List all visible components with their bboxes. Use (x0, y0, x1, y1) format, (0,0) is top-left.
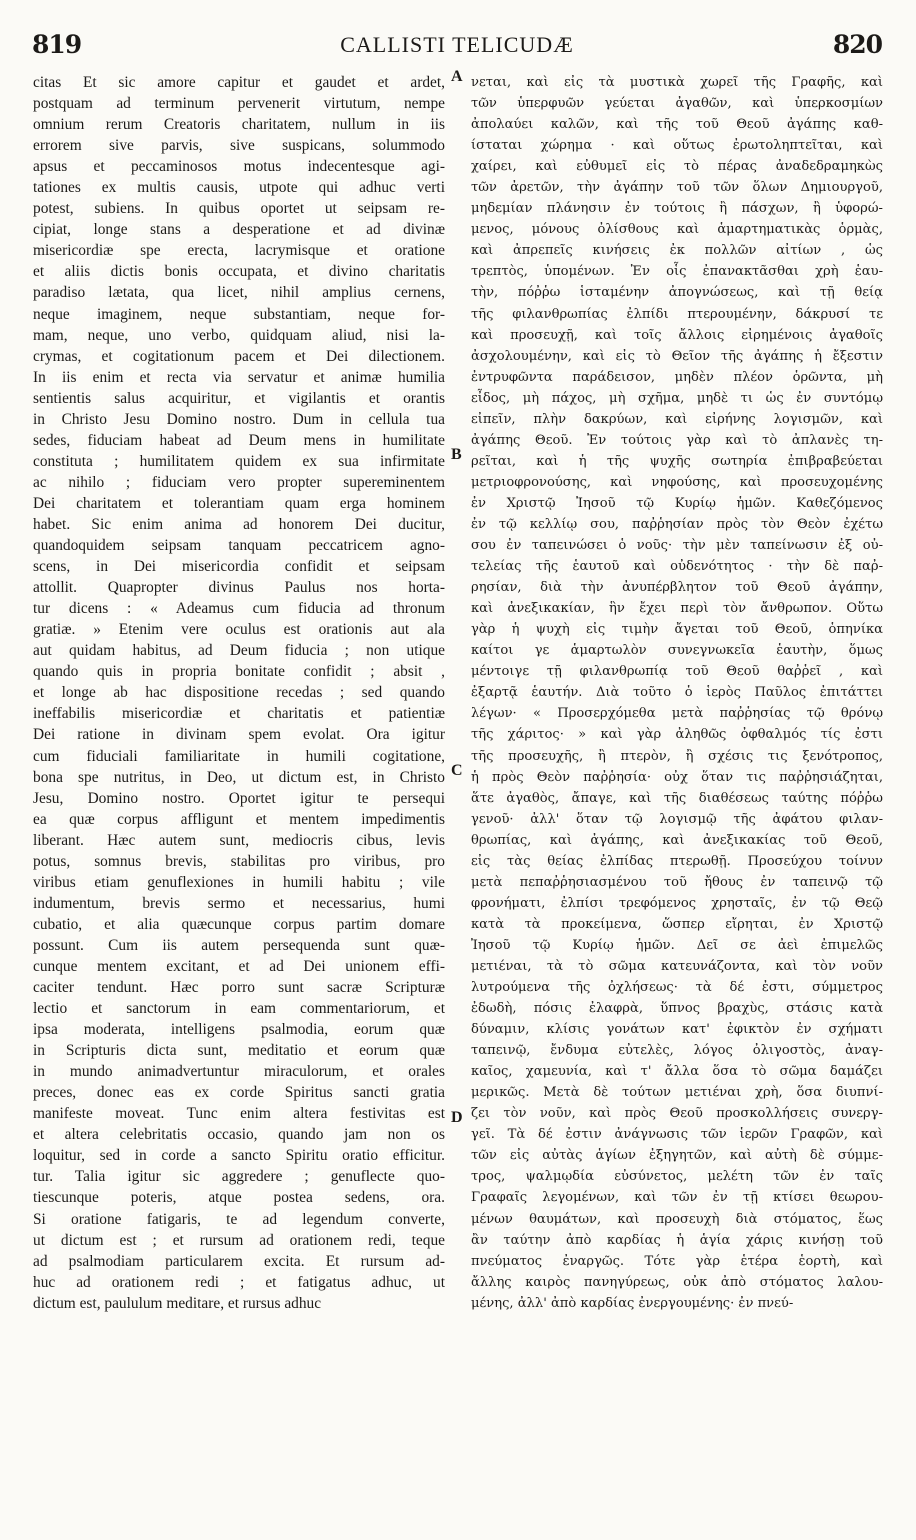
latin-text-line: misericordiæ spe erecta, lacrymisque et oratione (33, 242, 445, 260)
latin-text-line: cipiat, longe stans a desperatione et ad divinæ (33, 221, 445, 239)
latin-text-line: Jesu, Domino nostro. Oportet igitur te persequi (33, 789, 445, 807)
greek-text-line: τρεπτὸς, ὑπομένων. Ἐν οἷς ἐπανακτᾶσθαι χρὴ ἑαυ- (471, 264, 883, 280)
latin-text-line: potest, subiens. In quibus oportet ut seipsam re- (33, 200, 445, 218)
greek-text-line: μένης, ἀλλ' ἀπὸ καρδίας ἐνεργουμένης· ἐν πνεύ- (471, 1295, 794, 1311)
latin-text-line: caciter tendunt. Hæc porro sunt sacræ Scripturæ (33, 979, 445, 997)
latin-text-line: cubatio, et alia quæcunque corpus partim domare (33, 915, 445, 933)
latin-text-line: postquam ad terminum pervenerit virtutum, nempe (33, 95, 445, 113)
page-number-right: 820 (832, 30, 882, 59)
latin-text-line: in Scripturis dicta sunt, meditatio et eorum quæ (33, 1042, 445, 1060)
latin-text-line: cum fiduciali familiaritate in humili cogitatione, (33, 747, 445, 765)
latin-text-line: manifeste moveat. Tunc enim altera festivitas est (33, 1105, 445, 1123)
greek-text-line: τῆς φιλανθρωπίας ἐλπίδι πτερουμένην, δάκρυσί τε (471, 306, 883, 322)
greek-text-line: εἰπεῖν, πλὴν δακρύων, καὶ εἰρήνης λογισμῶν, καὶ (471, 411, 883, 427)
latin-text-line: viribus etiam genuflexiones in humili habitu ; vile (33, 873, 445, 891)
latin-text-line: in Christo Jesu Domino nostro. Dum in cellula tua (33, 410, 445, 428)
latin-text-line: Dei ratione in divinam spem evolat. Ora igitur (33, 726, 445, 744)
greek-text-line: γὰρ ἡ ψυχὴ εἰς τιμὴν ἄγεται τοῦ Θεοῦ, ὁπηνίκα (471, 622, 883, 638)
greek-text-line: μενος, μόνους ὀλίσθους καὶ ἁμαρτηματικὰς ὁρμὰς, (471, 222, 883, 238)
latin-text-line: In iis enim et recta via servatur et animæ humilia (33, 368, 445, 386)
latin-text-line: tationes ex multis causis, utpote qui adhuc verti (33, 179, 445, 197)
latin-text-line: quandoquidem seipsam tanquam peccatricem agno- (33, 537, 445, 555)
latin-text-line: dictum est, paululum meditare, et rursus adhuc (33, 1294, 322, 1312)
latin-text-line: loquitur, sed in corde a sancto Spiritu oratio efficitur. (33, 1147, 445, 1165)
latin-text-line: ineffabilis misericordiæ et charitatis et patientiæ (33, 705, 445, 723)
greek-text-line: φρονήματι, ἐλπίσι τρεφόμενος χρησταῖς, ἐν τῷ Θεῷ (471, 895, 883, 911)
greek-text-line: καίτοι γε ἁμαρτωλὸν συνεγνωκεῖα ἑαυτὴν, ὅμως (471, 643, 883, 659)
greek-column (471, 72, 883, 1314)
greek-text-line: λέγων· « Προσερχόμεθα μετὰ παῤῥησίας τῷ θρόνῳ (471, 706, 883, 722)
greek-text-line: τρος, ψαλμῳδία εὐσύνετος, μελέτη τῶν ἐν ταῖς (471, 1169, 883, 1185)
greek-text-line: Ἰησοῦ τῷ Κυρίῳ ἡμῶν. Δεῖ σε ἀεὶ ἐπιμελῶς (471, 937, 883, 953)
greek-text-line: μένων θαυμάτων, καὶ προσευχὴ διὰ στόματος, ἕως (471, 1211, 883, 1227)
latin-text-line: citas Et sic amore capitur et gaudet et ardet, (33, 74, 445, 91)
greek-text-line: ἐξαρτᾷ ἑαυτήν. Διὰ τοῦτο ὁ ἱερὸς Παῦλος ἐπιτάττει (471, 685, 883, 701)
greek-text-line: τῆς προσευχῆς, ἢ πτερὸν, ἢ σχέσις τις ξενότροπος, (471, 748, 883, 764)
latin-text-line: scens, in Dei misericordia confidit et seipsam (33, 558, 445, 576)
greek-text-line: ἐν τῷ κελλίῳ σου, παῤῥησίαν πρὸς τὸν Θεὸν ἐχέτω (471, 516, 883, 532)
margin-marker-a: A (451, 68, 463, 85)
margin-marker-b: B (451, 446, 462, 463)
greek-text-line: τῶν ὑπερφυῶν γεύεται ἀγαθῶν, καὶ ὑπερκοσμίων (471, 96, 883, 112)
greek-text-line: σου ἐν ταπεινώσει ὁ νοῦς· τὴν μὲν ταπείνωσιν ἐξ οὐ- (471, 538, 883, 554)
greek-text-line: ἡ πρὸς Θεὸν παῤῥησία· οὐχ ὅταν τις παῤῥησιάζηται, (471, 769, 883, 785)
greek-text-line: ἐντρυφῶντα παράδεισον, μηδὲν πλέον ὁρῶντα, μὴ (471, 369, 883, 385)
latin-text-line: ipsa moderata, intelligens psalmodia, eorum quæ (33, 1021, 445, 1039)
greek-text-line: τελείας τῆς ἑαυτοῦ καὶ οὐδενότητος · τὴν δὲ παῤ- (471, 559, 883, 575)
latin-text-line: ad psalmodiam particularem excita. Et rursum ad- (33, 1252, 445, 1270)
greek-text-line: ρεῖται, καὶ ἡ τῆς ψυχῆς σωτηρία ἐπιβραβεύεται (471, 453, 883, 469)
greek-text-line: ταπεινῷ, ἔνδυμα εὐτελὲς, λόγος ὀλιγοστὸς, ἀναγ- (471, 1043, 883, 1059)
greek-text-line: μετὰ πεπαῤῥησιασμένου τοῦ ἤθους ἐν ταπεινῷ τῷ (471, 874, 883, 890)
latin-text-line: ut dictum est ; et rursum ad orationem redi, teque (33, 1231, 445, 1249)
greek-text-line: ἀπολαύει καλῶν, καὶ τῆς τοῦ Θεοῦ ἀγάπης καθ- (471, 117, 883, 133)
running-title: CALLISTI TELICUDÆ (340, 32, 574, 57)
latin-text-line: attollit. Quapropter divinus Paulus nos horta- (33, 579, 445, 597)
latin-text-line: paradiso lætata, qua licet, nihil amplius cernens, (33, 284, 445, 302)
latin-text-line: cunque mentem excitant, et ad Dei unionem effi- (33, 957, 445, 975)
latin-text-line: huc ad orationem redi ; et fatigatus adhuc, ut (33, 1273, 445, 1291)
latin-text-line: aut quidam habitus, ad Deum fiducia ; non utique (33, 642, 445, 660)
greek-text-line: τῶν εἰς αὐτὰς ἁγίων ἐξηγητῶν, καὶ αὐτὴ δὲ σύμμε- (471, 1148, 883, 1164)
greek-text-line: μέντοιγε τῇ φιλανθρωπίᾳ τοῦ Θεοῦ θαῤῥεῖ , καὶ (471, 664, 883, 680)
latin-column (33, 72, 445, 1314)
greek-text-line: Γραφαῖς λεγομένων, καὶ τῶν ἐν τῇ κτίσει θεωρου- (471, 1190, 883, 1206)
greek-text-line: μηδεμίαν πλάνησιν ἐν τούτοις ἢ πάσχων, ἢ ὑφορώ- (471, 201, 883, 217)
greek-text-line: μερικῶς. Μετὰ δὲ τούτων μετιέναι χρὴ, ὅσα διυπνί- (471, 1085, 883, 1101)
greek-text-line: τὴν, πόῤῥω ἱσταμένην ἀπογνώσεως, καὶ τῇ θείᾳ (471, 285, 883, 301)
greek-text-line: ρησίαν, διὰ τὴν ἀνυπέρβλητον τοῦ Θεοῦ ἀγάπην, (471, 580, 883, 596)
latin-text-line: neque imaginem, neque substantiam, neque for- (33, 305, 445, 323)
latin-text-line: preces, donec eas ex corde Spiritus sancti gratia (33, 1084, 445, 1102)
latin-text-line: constituta ; humilitatem quidem ex sua infirmitate (33, 452, 445, 470)
latin-text-line: habet. Sic enim anima ad honorem Dei ducitur, (33, 515, 445, 533)
greek-text-line: εἶδος, μὴ πάχος, μὴ σχῆμα, μηδὲ τι ὡς ἐν συντόμῳ (471, 390, 883, 406)
latin-text-line: mam, neque, uno verbo, quidquam aliud, nisi la- (33, 326, 445, 344)
greek-text-line: καὶ ἀνεξικακίαν, ἣν ἔχει περὶ τὸν ἄνθρωπον. Οὕτω (471, 601, 883, 617)
margin-marker-d: D (451, 1109, 463, 1126)
latin-text-line: tur. Talia igitur sic aggredere ; genuflecte quo- (33, 1168, 445, 1186)
latin-text-line: errorem sive parvis, sive suspicans, solummodo (33, 137, 445, 155)
greek-text-line: τῶν ἀρετῶν, τὴν ἀγάπην τοῦ τῶν ὅλων Δημιουργοῦ, (471, 180, 883, 196)
latin-text-line: liberant. Hæc autem sunt, mediocris cibus, levis (33, 831, 445, 849)
latin-text-line: sedes, fiduciam habeat ad Deum mens in humilitate (33, 431, 445, 449)
latin-text-line: quando quis in propria bonitate confidit ; absit , (33, 663, 445, 681)
greek-text-line: ἄλλης καιρὸς πανηγύρεως, οὐκ ἀπὸ στόματος λαλου- (471, 1274, 883, 1290)
latin-text-line: potus, somnus brevis, stabilitas pro viribus, pro (33, 852, 445, 870)
latin-text-line: tur dicens : « Adeamus cum fiducia ad thronum (33, 600, 445, 618)
latin-text-line: et longe ab hac dispositione recedas ; sed quando (33, 684, 445, 702)
greek-text-line: μετιέναι, τὰ τὸ σῶμα κατευνάζοντα, καὶ τὸν νοῦν (471, 958, 883, 974)
greek-text-line: θρωπίας, καὶ ἀγάπης, καὶ ἀνεξικακίας τοῦ Θεοῦ, (471, 832, 883, 848)
latin-text-line: sentientis salus acquiritur, et vigilantis et orantis (33, 389, 445, 407)
page-number-left: 819 (32, 30, 82, 59)
latin-text-line: ea quæ corpus affligunt et mentem impedimentis (33, 810, 445, 828)
margin-marker-c: C (451, 762, 463, 779)
latin-text-line: bona spe nutritus, in Deo, ut dictum est, in Christo (33, 768, 445, 786)
greek-text-line: ἐν Χριστῷ Ἰησοῦ τῷ Κυρίῳ ἡμῶν. Καθεζόμενος (471, 495, 883, 511)
latin-text-line: gratiæ. » Etenim vere oculus est orationis aut ala (33, 621, 445, 639)
latin-text-line: Si oratione fatigaris, te ad legendum converte, (33, 1210, 445, 1228)
greek-text-line: ἀσχολουμένην, καὶ εἰς τὸ Θεῖον τῆς ἀγάπης ἡ ἔξεστιν (471, 348, 883, 364)
greek-text-line: γενοῦ· ἀλλ' ὅταν τῷ λογισμῷ τῆς ἀφάτου φιλαν- (471, 811, 883, 827)
latin-text-line: et aliis dictis bonis occupata, et divino charitatis (33, 263, 445, 281)
greek-text-line: νεται, καὶ εἰς τὰ μυστικὰ χωρεῖ τῆς Γραφῆς, καὶ (471, 75, 883, 90)
greek-text-line: ἂν ταύτην ἀπὸ καρδίας ἡ ἁγία χάρις κινήσῃ τοῦ (471, 1232, 883, 1248)
page-header (32, 30, 882, 64)
latin-text-line: et altera celebritatis occasio, quando jam non os (33, 1126, 445, 1144)
latin-text-line: ac nihilo ; fiduciam vero propter supereminentem (33, 473, 445, 491)
greek-text-line: καὶ προσευχῇ, καὶ τοῖς ἄλλοις εἰρημένοις ἀγαθοῖς (471, 327, 883, 343)
greek-text-line: δύναμιν, κλίσις γονάτων κατ' ἐφικτὸν ἐν σχήματι (471, 1022, 883, 1038)
latin-text-line: crymas, et cogitationum pacem et Dei dilectionem. (33, 347, 445, 365)
latin-text-line: Dei charitatem et tolerantiam quam erga hominem (33, 494, 445, 512)
latin-text-line: apsus et peccaminosos motus indecentesque agi- (33, 158, 445, 176)
greek-text-line: καῖος, χαμευνία, καὶ τ' ἄλλα ὅσα τὸ σῶμα δαμάζει (471, 1064, 883, 1080)
greek-text-line: ίσταται χώρημα · καὶ οὕτως ἐρωτοληπτεῖται, καὶ (471, 138, 883, 154)
latin-text-line: in mundo animadvertuntur miraculorum, et orales (33, 1063, 445, 1081)
greek-text-line: πνεύματος ἐναργῶς. Τότε γὰρ ἑτέρα ἑορτὴ, καὶ (471, 1253, 883, 1269)
greek-text-line: μετριοφρονούσης, καὶ νηφούσης, καὶ προσευχομένης (471, 474, 883, 490)
greek-text-line: ἀγάπης Θεοῦ. Ἐν τούτοις γὰρ καὶ τὸ ἀπλανὲς τη- (471, 432, 883, 448)
latin-text-line: tiescunque poteris, atque postea sedens, ora. (33, 1189, 445, 1207)
latin-text-line: possunt. Cum iis autem persequenda sunt quæ- (33, 936, 445, 954)
greek-text-line: εἰς τὰς θείας ἐλπίδας πτερωθῇ. Προσεύχου τοίνυν (471, 853, 883, 869)
greek-text-line: χαίρει, καὶ εὐθυμεῖ εἰς τὸ πέρας ἀναδεδραμηκὼς (471, 159, 883, 175)
greek-text-line: λυτρούμενα τῆς ὀχλήσεως· τὰ δέ ἐστι, σύμμετρος (471, 980, 883, 996)
greek-text-line: ἅτε ἀγαθὸς, ἄπαγε, καὶ τῆς διαθέσεως ταύτης πόῤῥω (471, 790, 883, 806)
greek-text-line: τῆς χάριτος· » καὶ γὰρ ἀληθῶς ὀφθαλμός τίς ἐστι (471, 727, 883, 743)
greek-text-line: γεῖ. Τὰ δέ ἐστιν ἀνάγνωσις τῶν ἱερῶν Γραφῶν, καὶ (471, 1127, 883, 1143)
latin-text-line: lectio et sanctorum in eam commentariorum, et (33, 1000, 445, 1018)
greek-text-line: καὶ ἀπρεπεῖς κινήσεις ἐκ πολλῶν αἰτίων , ὡς (471, 243, 883, 259)
greek-text-line: ἐδωδὴ, πόσις ἐλαφρὰ, ὕπνος βραχὺς, στάσις κατὰ (471, 1001, 883, 1017)
greek-text-line: κατὰ τὰ προκείμενα, ὥσπερ εἴρηται, ἐν Χριστῷ (471, 916, 883, 932)
latin-text-line: indumentum, brevis sermo et necessarius, humi (33, 894, 445, 912)
latin-text-line: omnium rerum Creatoris charitatem, nullum in iis (33, 116, 445, 134)
greek-text-line: ζει τὸν νοῦν, καὶ πρὸς Θεοῦ προσκολλήσεις συνεργ- (471, 1106, 883, 1122)
